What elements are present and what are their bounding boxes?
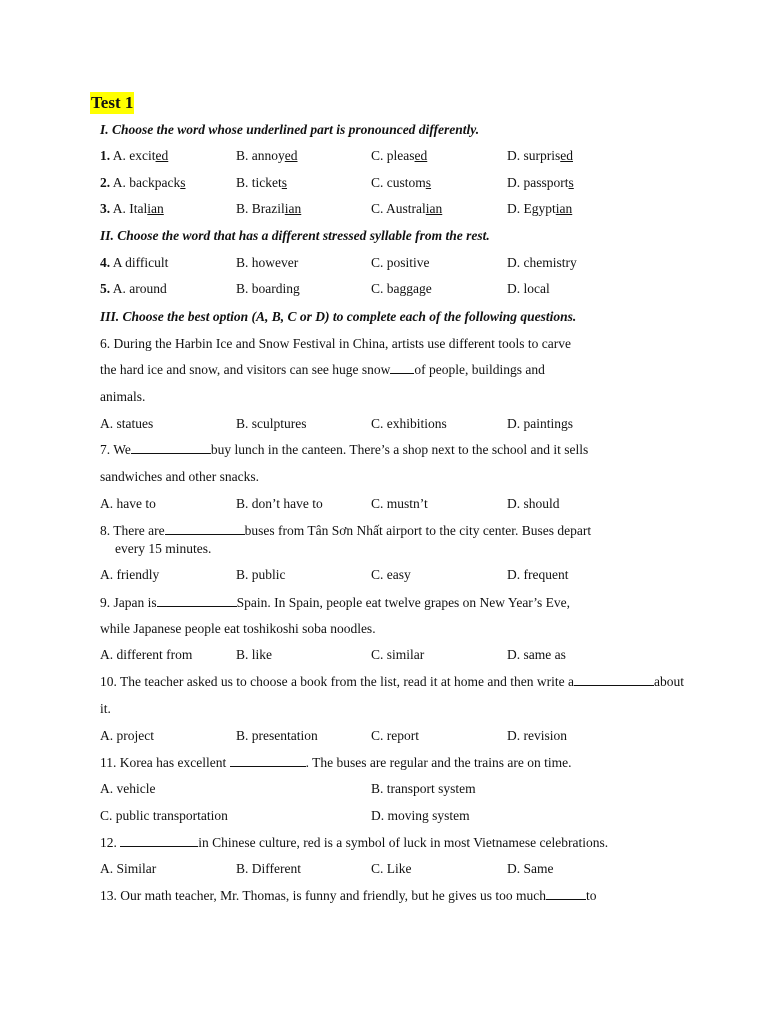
option-d: D. Egyptian [507, 201, 573, 216]
section-1-heading: I. Choose the word whose underlined part is pronounced differently. [100, 122, 480, 137]
option-b: B. Different [236, 861, 301, 876]
option-a: A. friendly [100, 567, 160, 582]
option-d: D. moving system [371, 808, 470, 823]
option-b: B. public [236, 567, 286, 582]
question-10-options [100, 728, 760, 748]
option-a: A. statues [100, 416, 154, 431]
option-b: B. like [236, 647, 272, 662]
question-12-options [100, 861, 760, 881]
question-6-line-1: 6. During the Harbin Ice and Snow Festival in China, artists use different tools to carve [100, 336, 572, 351]
option-c: C. Australian [371, 201, 443, 216]
question-7-options [100, 496, 760, 516]
option-a: A. project [100, 728, 154, 743]
question-7-line-1: 7. We buy lunch in the canteen. There’s a shop next to the school and it sells [100, 442, 589, 457]
question-8-line-2: every 15 minutes. [115, 541, 212, 556]
question-8-line-1: 8. There are buses from Tân Sơn Nhất airport to the city center. Buses depart [100, 523, 592, 538]
option-c: C. exhibitions [371, 416, 447, 431]
option-b: B. sculptures [236, 416, 307, 431]
option-c: C. easy [371, 567, 411, 582]
option-c: C. mustn’t [371, 496, 428, 511]
section-2-heading: II. Choose the word that has a different stressed syllable from the rest. [100, 228, 490, 243]
question-9-options [100, 647, 760, 667]
option-b: B. boarding [236, 281, 300, 296]
question-11-line-1: 11. Korea has excellent . The buses are regular and the trains are on time. [100, 755, 572, 770]
question-10-line-2: it. [100, 701, 111, 716]
question-9-line-1: 9. Japan is Spain. In Spain, people eat twelve grapes on New Year’s Eve, [100, 595, 571, 610]
answer-blank [390, 362, 414, 374]
option-a: A. vehicle [100, 781, 156, 796]
option-a: 4. A difficult [100, 255, 169, 270]
question-9-line-2: while Japanese people eat toshikoshi soba noodles. [100, 621, 376, 636]
question-6-options [100, 416, 760, 436]
option-b: B. tickets [236, 175, 288, 190]
option-b: B. don’t have to [236, 496, 323, 511]
option-d: D. frequent [507, 567, 569, 582]
option-b: B. presentation [236, 728, 318, 743]
answer-blank [546, 888, 586, 900]
answer-blank [165, 523, 245, 535]
option-a: A. Similar [100, 861, 157, 876]
answer-blank [120, 835, 198, 847]
question-1 [100, 148, 760, 168]
option-c: C. report [371, 728, 419, 743]
option-d: D. revision [507, 728, 567, 743]
answer-blank [574, 674, 654, 686]
option-d: D. Same [507, 861, 554, 876]
question-3 [100, 201, 760, 221]
option-b: B. transport system [371, 781, 476, 796]
question-8-options [100, 567, 760, 587]
option-b: B. however [236, 255, 299, 270]
option-d: D. paintings [507, 416, 573, 431]
option-a: A. different from [100, 647, 193, 662]
question-6-line-2: the hard ice and snow, and visitors can see huge snow of people, buildings and [100, 362, 545, 377]
option-d: D. passports [507, 175, 574, 190]
answer-blank [230, 755, 306, 767]
question-6-line-3: animals. [100, 389, 146, 404]
option-a: 3. A. Italian [100, 201, 164, 216]
option-a: 2. A. backpacks [100, 175, 186, 190]
question-4 [100, 255, 760, 275]
option-c: C. customs [371, 175, 432, 190]
option-c: C. similar [371, 647, 425, 662]
option-d: D. surprised [507, 148, 573, 163]
question-11-options-row-1 [100, 781, 760, 801]
answer-blank [157, 595, 237, 607]
option-c: C. pleased [371, 148, 428, 163]
option-d: D. chemistry [507, 255, 577, 270]
option-c: C. Like [371, 861, 412, 876]
option-c: C. baggage [371, 281, 432, 296]
answer-blank [131, 442, 211, 454]
option-d: D. should [507, 496, 560, 511]
question-10-line-1: 10. The teacher asked us to choose a book from the list, read it at home and then write a about [100, 674, 684, 689]
option-b: B. Brazilian [236, 201, 302, 216]
test-title: Test 1 [91, 93, 134, 112]
option-d: D. same as [507, 647, 566, 662]
question-5 [100, 281, 760, 301]
option-a: A. have to [100, 496, 156, 511]
question-12-line-1: 12. in Chinese culture, red is a symbol of luck in most Vietnamese celebrations. [100, 835, 609, 850]
section-3-heading: III. Choose the best option (A, B, C or D) to complete each of the following questions. [100, 309, 577, 324]
option-c: C. public transportation [100, 808, 228, 823]
option-d: D. local [507, 281, 550, 296]
option-c: C. positive [371, 255, 430, 270]
question-2 [100, 175, 760, 195]
question-7-line-2: sandwiches and other snacks. [100, 469, 259, 484]
option-b: B. annoyed [236, 148, 298, 163]
option-a: 5. A. around [100, 281, 167, 296]
option-a: 1. A. excited [100, 148, 169, 163]
question-13-line-1: 13. Our math teacher, Mr. Thomas, is funny and friendly, but he gives us too much to [100, 888, 597, 903]
question-11-options-row-2 [100, 808, 760, 828]
